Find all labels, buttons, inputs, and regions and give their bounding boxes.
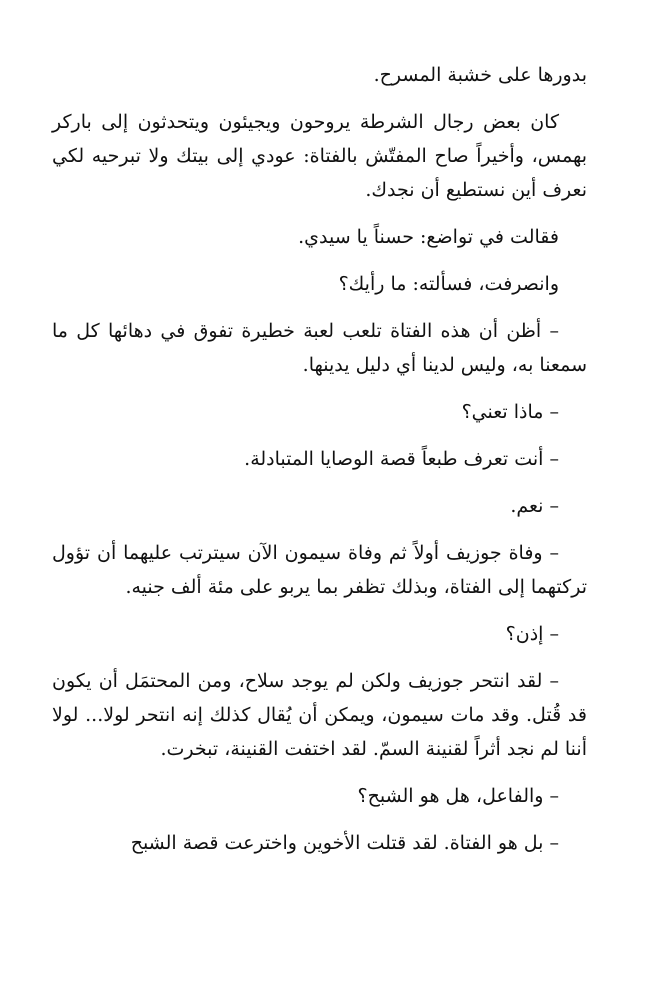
dialogue-line: – ماذا تعني؟ [461,401,559,423]
book-page [52,58,587,873]
paragraph-girl-reply: فقالت في تواضع: حسناً يا سيدي. [298,226,559,248]
dialogue-line: – نعم. [510,495,559,517]
dialogue-line: – أظن أن هذه الفتاة تلعب لعبة خطيرة تفوق في دهائها كل ما سمعنا به، وليس لدينا أي دليل يدينها. [52,320,587,376]
dialogue-line: – والفاعل، هل هو الشبح؟ [357,785,559,807]
dialogue-line: – أنت تعرف طبعاً قصة الوصايا المتبادلة. [244,448,559,470]
dialogue-line: – بل هو الفتاة. لقد قتلت الأخوين واخترعت قصة الشبح [130,832,559,854]
paragraph-continuation: بدورها على خشبة المسرح. [373,64,587,86]
paragraph-police-narration: كان بعض رجال الشرطة يروحون ويجيئون ويتحدثون إلى باركر بهمس، وأخيراً صاح المفتّش بالفتاة: عودي إلى بيتك ولا تبرحيه لكي نعرف أين نستطيع أن نجدك. [52,111,587,201]
dialogue-line: – إذن؟ [505,623,559,645]
dialogue-line: – لقد انتحر جوزيف ولكن لم يوجد سلاح، ومن المحتمَل أن يكون قد قُتل. وقد مات سيمون، ويمكن أن يُقال كذلك إنه انتحر لولا... لولا أننا لم نجد أثراً لقنينة السمّ. لقد اختفت القنينة، تبخرت. [52,670,587,760]
paragraph-question: وانصرفت، فسألته: ما رأيك؟ [338,273,559,295]
dialogue-line: – وفاة جوزيف أولاً ثم وفاة سيمون الآن سيترتب عليهما أن تؤول تركتهما إلى الفتاة، وبذلك تظفر بما يربو على مئة ألف جنيه. [52,542,587,598]
